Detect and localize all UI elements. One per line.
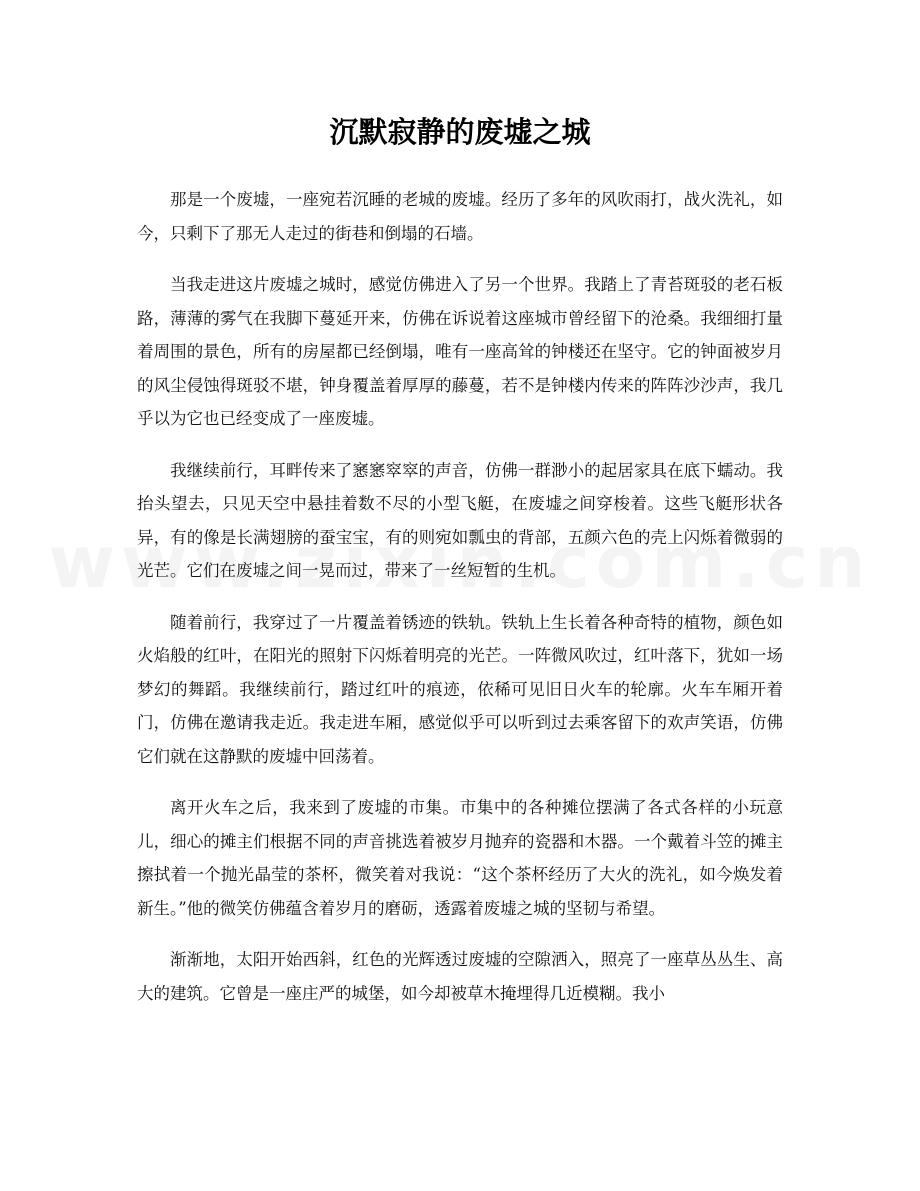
paragraph-2: 当我走进这片废墟之城时，感觉仿佛进入了另一个世界。我踏上了青苔斑驳的老石板路，薄薄的雾气在我脚下蔓延开来，仿佛在诉说着这座城市曾经留下的沧桑。我细细打量着周围的景色，所有的房屋都已经倒塌，唯有一座高耸的钟楼还在坚守。它的钟面被岁月的风尘侵蚀得斑驳不堪，钟身覆盖着厚厚的藤蔓，若不是钟楼内传来的阵阵沙沙声，我几乎以为它也已经变成了一座废墟。 (137, 275, 783, 428)
page-title: 沉默寂静的废墟之城 (329, 115, 591, 149)
paragraph-1: 那是一个废墟，一座宛若沉睡的老城的废墟。经历了多年的风吹雨打，战火洗礼，如今，只剩下了那无人走过的街巷和倒塌的石墙。 (137, 190, 783, 243)
paragraph-6: 渐渐地，太阳开始西斜，红色的光辉透过废墟的空隙洒入，照亮了一座草丛丛生、高大的建筑。它曾是一座庄严的城堡，如今却被草木掩埋得几近模糊。我小 (137, 950, 783, 1003)
paragraph-3: 我继续前行，耳畔传来了窸窸窣窣的声音，仿佛一群渺小的起居家具在底下蠕动。我抬头望去，只见天空中悬挂着数不尽的小型飞艇，在废墟之间穿梭着。这些飞艇形状各异，有的像是长满翅膀的蚕宝宝，有的则宛如瓢虫的背部，五颜六色的壳上闪烁着微弱的光芒。它们在废墟之间一晃而过，带来了一丝短暂的生机。 (137, 460, 783, 580)
paragraph-4: 随着前行，我穿过了一片覆盖着锈迹的铁轨。铁轨上生长着各种奇特的植物，颜色如火焰般的红叶，在阳光的照射下闪烁着明亮的光芒。一阵微风吹过，红叶落下，犹如一场梦幻的舞蹈。我继续前行，踏过红叶的痕迹，依稀可见旧日火车的轮廓。火车车厢开着门，仿佛在邀请我走近。我走进车厢，感觉似乎可以听到过去乘客留下的欢声笑语，仿佛它们就在这静默的废墟中回荡着。 (137, 612, 783, 766)
paragraph-5: 离开火车之后，我来到了废墟的市集。市集中的各种摊位摆满了各式各样的小玩意儿，细心的摊主们根据不同的声音挑选着被岁月抛弃的瓷器和木器。一个戴着斗笠的摊主擦拭着一个抛光晶莹的茶杯，微笑着对我说：“这个茶杯经历了大火的洗礼，如今焕发着新生。”他的微笑仿佛蕴含着岁月的磨砺，透露着废墟之城的坚韧与希望。 (137, 798, 783, 918)
document-body (137, 183, 783, 1028)
